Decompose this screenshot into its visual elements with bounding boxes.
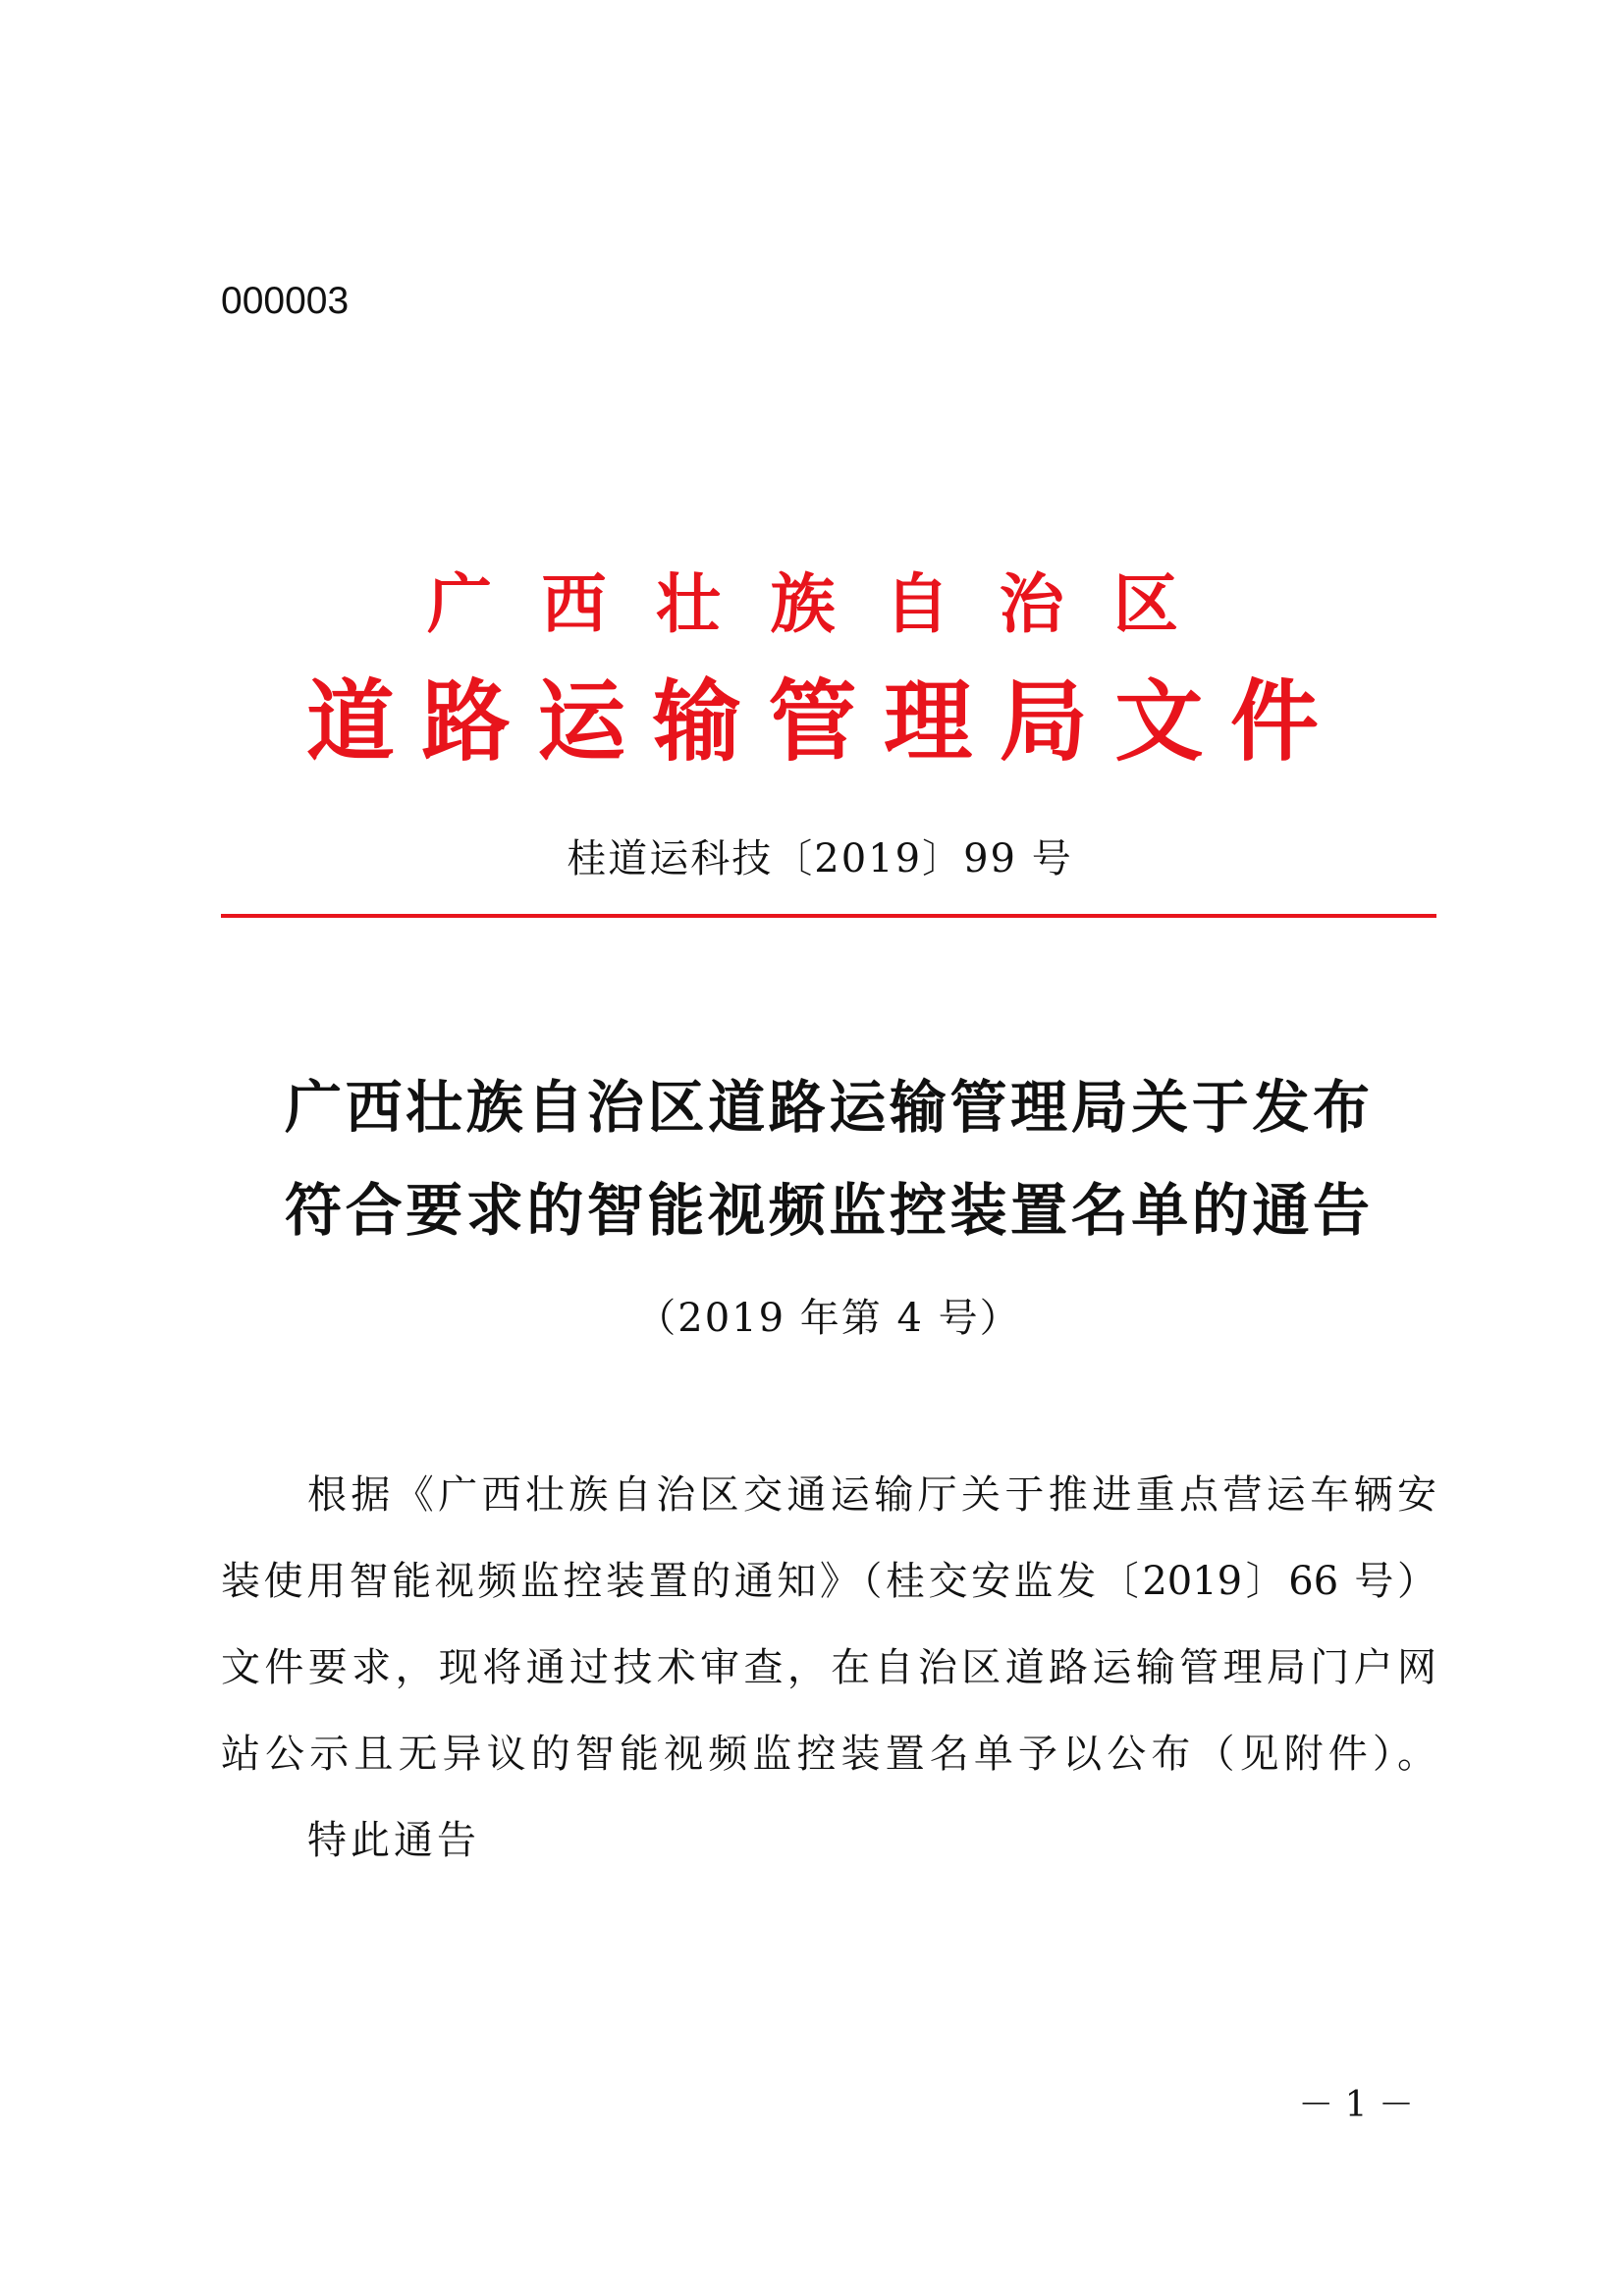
closing-statement: 特此通告 xyxy=(307,1818,480,1863)
body-text-line: 文件要求，现将通过技术审查，在自治区道路运输管理局门户网 xyxy=(221,1645,1436,1690)
notice-title-line2: 符合要求的智能视频监控装置名单的通告 xyxy=(285,1177,1370,1244)
page-number: － 1 － xyxy=(1298,2085,1414,2125)
body-text-line: 站公示且无异议的智能视频监控装置名单予以公布（见附件）。 xyxy=(221,1732,1436,1777)
notice-title-line1: 广西壮族自治区道路运输管理局关于发布 xyxy=(285,1074,1370,1141)
red-divider-rule xyxy=(221,914,1436,918)
notice-issue-number: （2019 年第 4 号） xyxy=(636,1296,1021,1341)
document-serial-number: 000003 xyxy=(221,280,350,322)
issuer-header-line1: 广西壮族自治区 xyxy=(427,565,1178,642)
issuer-header-line2: 道路运输管理局文件 xyxy=(306,669,1319,774)
document-number: 桂道运科技〔2019〕99 号 xyxy=(567,836,1073,881)
body-text-line: 装使用智能视频监控装置的通知》（桂交安监发〔2019〕66 号） xyxy=(221,1559,1436,1604)
body-text-line: 根据《广西壮族自治区交通运输厅关于推进重点营运车辆安 xyxy=(307,1472,1436,1518)
